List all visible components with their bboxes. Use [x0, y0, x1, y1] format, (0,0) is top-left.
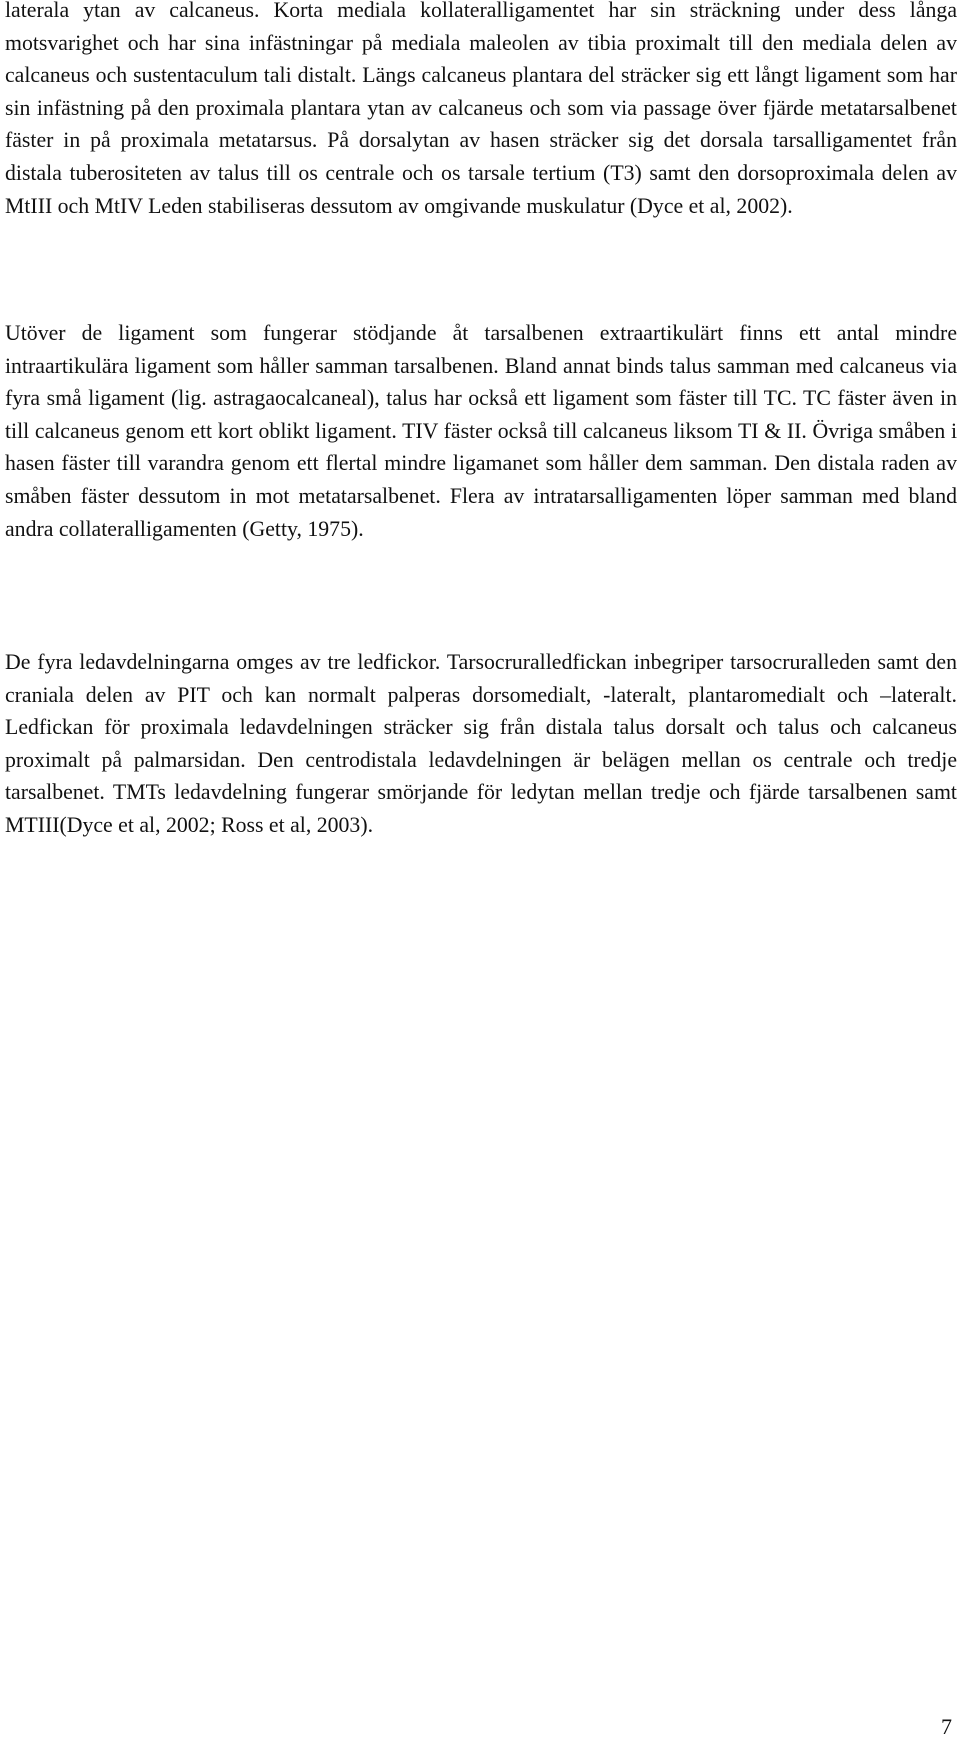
body-paragraph-3: De fyra ledavdelningarna omges av tre ledfickor. Tarsocruralledfickan inbegriper tarsocruralleden samt den craniala delen av PIT och kan normalt palperas dorsomedialt, -lateralt, plantaromedialt och –lateralt. Ledfickan för proximala ledavdelningen sträcker sig från distala talus dorsalt och talus och calcaneus proximalt på palmarsidan. Den centrodistala ledavdelningen är belägen mellan os centrale och tredje tarsalbenet. TMTs ledavdelning fungerar smörjande för ledytan mellan tredje och fjärde tarsalbenen samt MTIII(Dyce et al, 2002; Ross et al, 2003). [5, 650, 957, 837]
page-number: 7 [941, 1714, 952, 1739]
body-paragraph-2: Utöver de ligament som fungerar stödjande åt tarsalbenen extraartikulärt finns ett antal mindre intraartikulära ligament som håller samman tarsalbenen. Bland annat binds talus samman med calcaneus via fyra små ligament (lig. astragaocalcaneal), talus har också ett ligament som fäster till TC. TC fäster även in till calcaneus genom ett kort oblikt ligament. TIV fäster också till calcaneus liksom TI & II. Övriga småben i hasen fäster till varandra genom ett flertal mindre ligamanet som håller dem samman. Den distala raden av småben fäster dessutom in mot metatarsalbenet. Flera av intratarsalligamenten löper samman med bland andra collateralligamenten (Getty, 1975). [5, 321, 957, 541]
body-paragraph-1: laterala ytan av calcaneus. Korta mediala kollateralligamentet har sin sträckning under dess långa motsvarighet och har sina infästningar på mediala maleolen av tibia proximalt till den mediala delen av calcaneus och sustentaculum tali distalt. Längs calcaneus plantara del sträcker sig ett långt ligament som har sin infästning på den proximala plantara ytan av calcaneus och som via passage över fjärde metatarsalbenet fäster in på proximala metatarsus. På dorsalytan av hasen sträcker sig det dorsala tarsalligamentet från distala tuberositeten av talus till os centrale och os tarsale tertium (T3) samt den dorsoproximala delen av MtIII och MtIV Leden stabiliseras dessutom av omgivande muskulatur (Dyce et al, 2002). [5, 0, 957, 218]
